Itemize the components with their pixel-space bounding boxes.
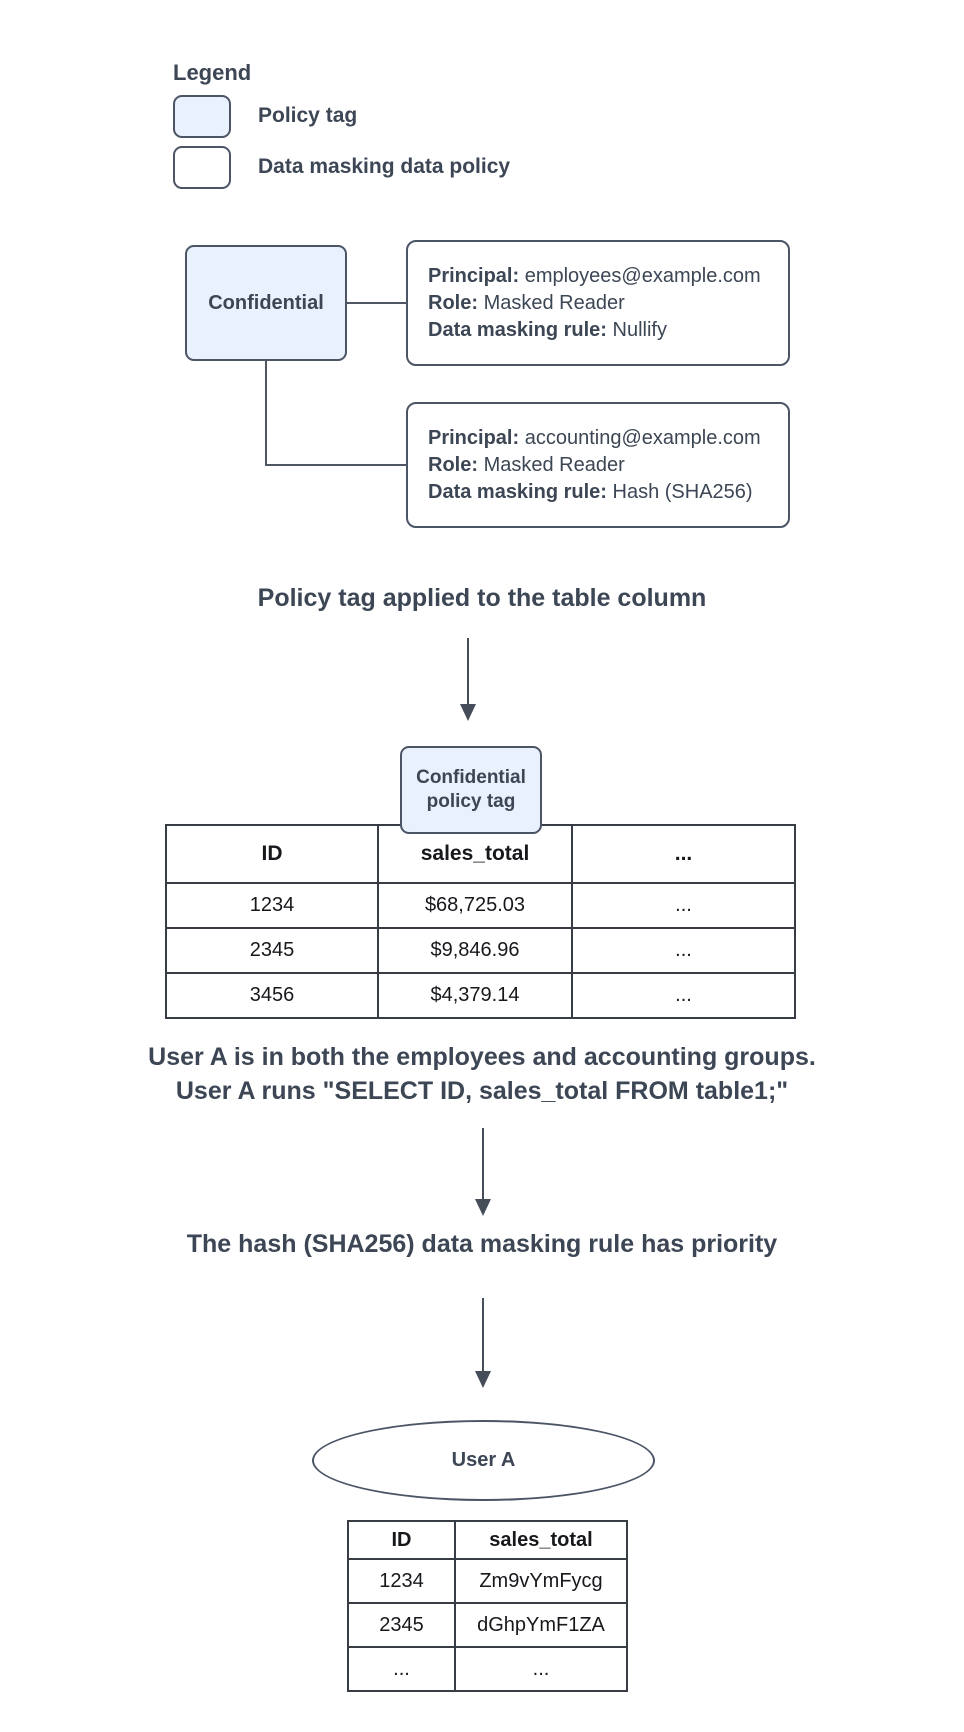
legend-title: Legend <box>173 60 252 85</box>
cell: ... <box>572 928 795 973</box>
policy-line-value: Hash (SHA256) <box>612 480 753 503</box>
table-row <box>166 883 795 928</box>
heading-policy-tag-applied: Policy tag applied to the table column <box>257 584 707 612</box>
col-header-more: ... <box>572 825 795 883</box>
policy-line-label: Role: <box>428 453 478 476</box>
policy-line-value: Masked Reader <box>483 453 625 476</box>
user-a-label: User A <box>451 1449 516 1471</box>
down-arrow-icon <box>475 1298 491 1390</box>
cell: 3456 <box>166 973 378 1018</box>
data-policy-box-employees <box>406 240 790 366</box>
heading-hash-priority: The hash (SHA256) data masking rule has priority <box>186 1230 778 1258</box>
heading-user-a-line2: User A runs "SELECT ID, sales_total FROM table1;" <box>175 1077 789 1105</box>
policy-line-label: Data masking rule: <box>428 480 607 503</box>
down-arrow-icon <box>460 638 476 722</box>
policy-line <box>428 452 788 479</box>
cell: ... <box>348 1647 455 1691</box>
cell: $68,725.03 <box>378 883 572 928</box>
cell: Zm9vYmFycg <box>455 1559 627 1603</box>
cell: ... <box>572 883 795 928</box>
table-row <box>348 1603 627 1647</box>
column-policy-tag-line1: Confidential <box>416 767 526 788</box>
policy-tag-node-label: Confidential <box>208 291 324 314</box>
policy-line-value: employees@example.com <box>524 264 761 287</box>
policy-line-value: accounting@example.com <box>524 426 761 449</box>
col-header-sales-total: sales_total <box>378 825 572 883</box>
table-header-row <box>348 1521 627 1559</box>
result-table <box>347 1520 628 1692</box>
cell: 1234 <box>166 883 378 928</box>
cell: $4,379.14 <box>378 973 572 1018</box>
cell: $9,846.96 <box>378 928 572 973</box>
cell: 1234 <box>348 1559 455 1603</box>
col-header-sales-total: sales_total <box>455 1521 627 1559</box>
legend-swatch-data-policy <box>173 146 231 189</box>
cell: 2345 <box>348 1603 455 1647</box>
heading-user-a-line1: User A is in both the employees and accounting groups. <box>148 1043 816 1071</box>
connector-confidential-to-policy1 <box>347 302 406 304</box>
table-row <box>348 1647 627 1691</box>
column-policy-tag-line2: policy tag <box>426 791 516 812</box>
source-table <box>165 824 796 1019</box>
cell: ... <box>455 1647 627 1691</box>
table-row <box>166 928 795 973</box>
connector-elbow-horizontal <box>265 464 406 466</box>
policy-line <box>428 425 788 452</box>
policy-line <box>428 263 788 290</box>
policy-line-value: Masked Reader <box>483 291 625 314</box>
policy-line-label: Principal: <box>428 264 520 287</box>
policy-line-label: Principal: <box>428 426 520 449</box>
policy-line-label: Data masking rule: <box>428 318 607 341</box>
column-policy-tag-label <box>416 766 526 814</box>
policy-line <box>428 317 788 344</box>
policy-line <box>428 479 788 506</box>
legend-label-data-policy: Data masking data policy <box>258 155 511 178</box>
table-row <box>348 1559 627 1603</box>
user-a-node <box>312 1420 655 1501</box>
policy-line <box>428 290 788 317</box>
legend-label-policy-tag: Policy tag <box>258 104 358 127</box>
legend-swatch-policy-tag <box>173 95 231 138</box>
col-header-id: ID <box>348 1521 455 1559</box>
col-header-id: ID <box>166 825 378 883</box>
heading-user-a-query <box>0 1040 964 1108</box>
data-policy-box-accounting <box>406 402 790 528</box>
connector-elbow-vertical <box>265 360 267 466</box>
policy-line-label: Role: <box>428 291 478 314</box>
policy-line-value: Nullify <box>612 318 667 341</box>
cell: dGhpYmF1ZA <box>455 1603 627 1647</box>
down-arrow-icon <box>475 1128 491 1218</box>
cell: ... <box>572 973 795 1018</box>
column-policy-tag <box>400 746 542 834</box>
cell: 2345 <box>166 928 378 973</box>
table-row <box>166 973 795 1018</box>
policy-tag-node-confidential <box>185 245 347 361</box>
